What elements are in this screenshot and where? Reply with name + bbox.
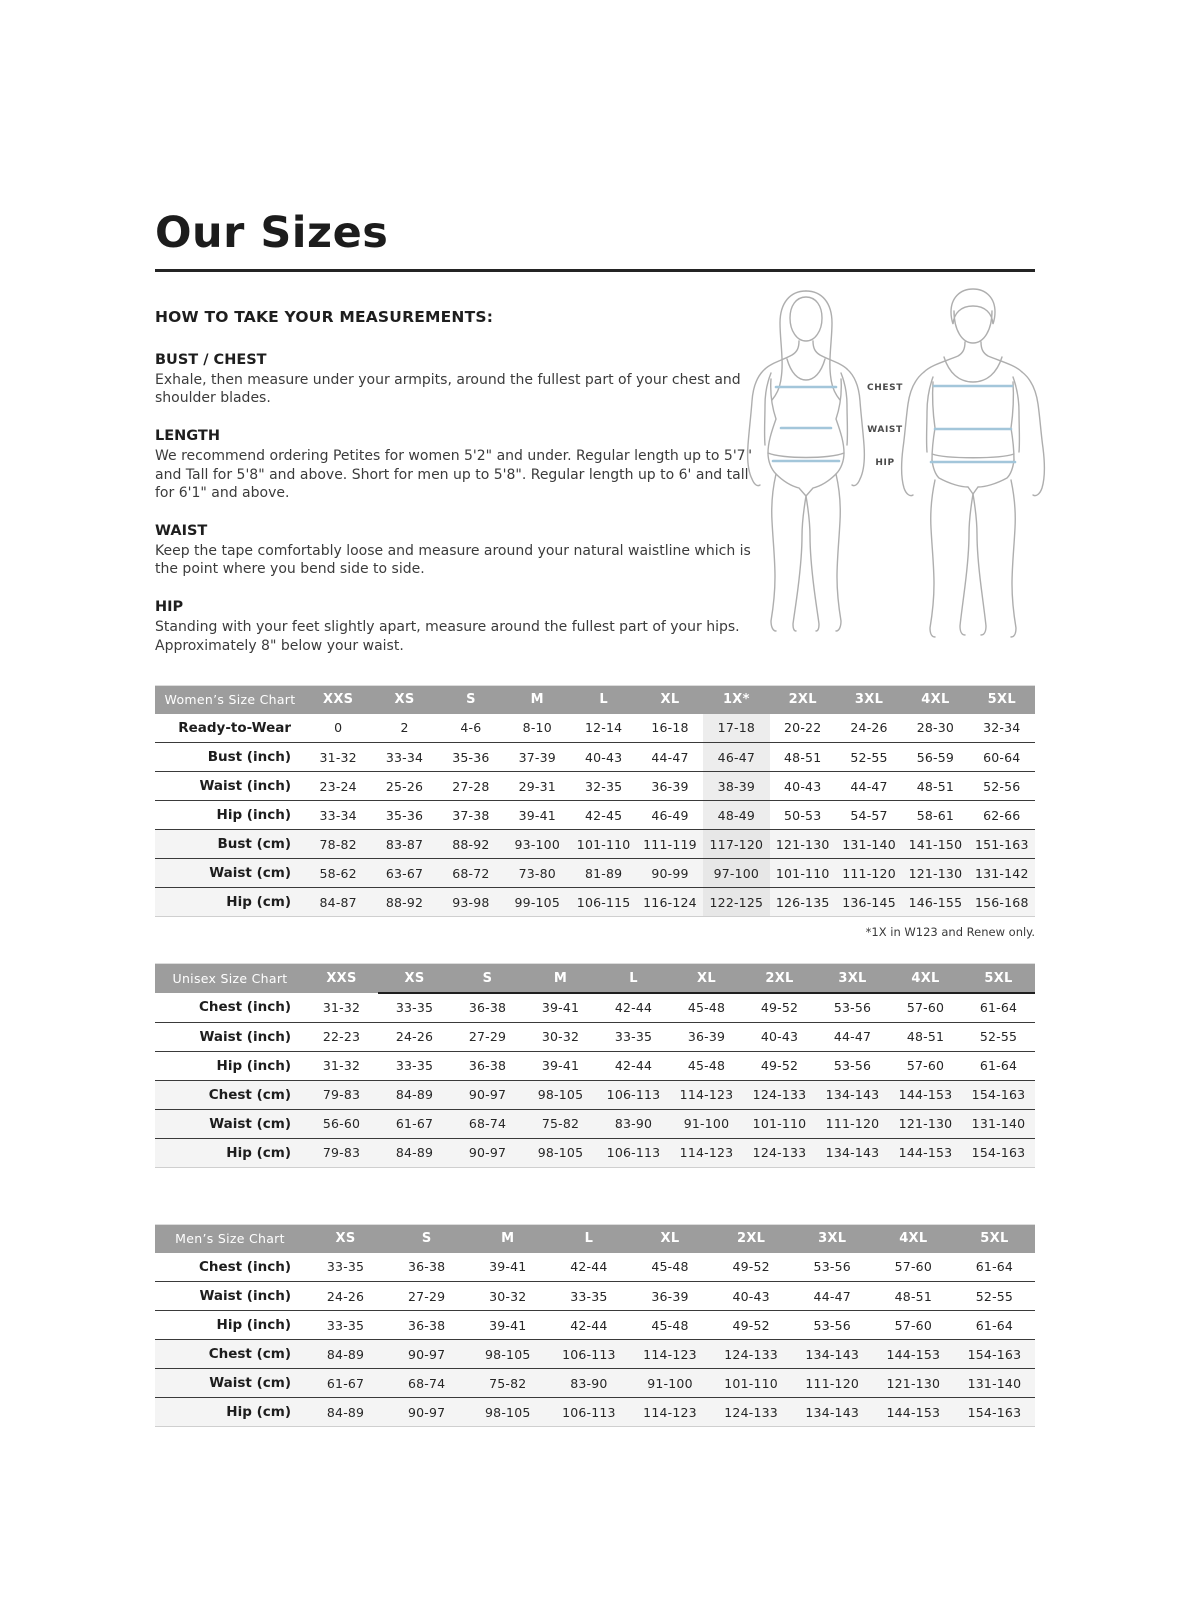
size-cell: 144-153 bbox=[873, 1398, 954, 1427]
size-cell: 23-24 bbox=[305, 772, 371, 801]
size-cell: 126-135 bbox=[770, 888, 836, 917]
column-header-m: M bbox=[530, 692, 544, 708]
size-cell: 144-153 bbox=[873, 1340, 954, 1369]
column-header-s: S bbox=[451, 964, 524, 994]
size-cell: 35-36 bbox=[371, 801, 437, 830]
measurement-figures bbox=[736, 283, 1058, 641]
column-header-xl: XL bbox=[660, 1231, 680, 1247]
size-cell: 25-26 bbox=[371, 772, 437, 801]
size-cell: 33-35 bbox=[378, 993, 451, 1022]
size-cell: 48-51 bbox=[873, 1282, 954, 1311]
size-cell: 27-29 bbox=[451, 1022, 524, 1051]
column-header-m: M bbox=[524, 964, 597, 994]
size-cell: 93-100 bbox=[504, 830, 570, 859]
size-cell: 101-110 bbox=[743, 1109, 816, 1138]
size-cell: 106-113 bbox=[548, 1340, 629, 1369]
measure-section-title: WAIST bbox=[155, 522, 208, 539]
size-cell: 36-38 bbox=[451, 1051, 524, 1080]
size-cell: 33-35 bbox=[597, 1022, 670, 1051]
size-cell: 124-133 bbox=[743, 1080, 816, 1109]
size-cell: 57-60 bbox=[873, 1311, 954, 1340]
measure-section-body: We recommend ordering Petites for women 5'2" and under. Regular length up to 5'7" and Tall for 5'8" and above. Short for men up to 5'8". Regular length up to 6' and tall for 6'1" and above. bbox=[155, 448, 753, 501]
size-cell: 58-62 bbox=[305, 859, 371, 888]
size-cell: 61-67 bbox=[378, 1109, 451, 1138]
column-header-3xl: 3XL bbox=[816, 964, 889, 994]
size-cell: 37-39 bbox=[504, 743, 570, 772]
size-cell: 156-168 bbox=[969, 888, 1035, 917]
size-cell: 49-52 bbox=[743, 1051, 816, 1080]
size-tables-section bbox=[155, 685, 1035, 1428]
column-header-s: S bbox=[466, 692, 476, 708]
size-cell: 124-133 bbox=[711, 1398, 792, 1427]
size-cell: 68-74 bbox=[386, 1369, 467, 1398]
size-cell: 111-120 bbox=[792, 1369, 873, 1398]
size-cell: 83-90 bbox=[597, 1109, 670, 1138]
size-cell: 33-34 bbox=[371, 743, 437, 772]
column-header-xs: XS bbox=[378, 964, 451, 994]
size-cell: 144-153 bbox=[889, 1080, 962, 1109]
column-header-1x: 1X* bbox=[722, 692, 750, 708]
size-cell: 33-35 bbox=[378, 1051, 451, 1080]
size-cell: 32-35 bbox=[570, 772, 636, 801]
row-label: Chest (inch) bbox=[155, 993, 305, 1022]
size-cell: 90-97 bbox=[451, 1138, 524, 1167]
measure-section-length bbox=[155, 428, 755, 502]
size-cell: 114-123 bbox=[629, 1398, 710, 1427]
column-header-2xl: 2XL bbox=[743, 964, 816, 994]
size-cell: 61-64 bbox=[954, 1311, 1035, 1340]
size-cell: 24-26 bbox=[305, 1282, 386, 1311]
page-title: Our Sizes bbox=[155, 208, 389, 258]
column-header-2xl: 2XL bbox=[736, 1231, 766, 1247]
row-label: Waist (cm) bbox=[155, 859, 305, 888]
size-cell: 48-51 bbox=[889, 1022, 962, 1051]
size-cell: 99-105 bbox=[504, 888, 570, 917]
size-cell: 24-26 bbox=[836, 714, 902, 743]
size-cell: 33-35 bbox=[305, 1253, 386, 1282]
size-cell: 124-133 bbox=[743, 1138, 816, 1167]
size-cell: 53-56 bbox=[792, 1311, 873, 1340]
size-cell: 39-41 bbox=[504, 801, 570, 830]
table-row bbox=[155, 714, 1035, 743]
column-header-2xl: 2XL bbox=[788, 692, 817, 708]
row-label: Waist (inch) bbox=[155, 772, 305, 801]
size-cell: 121-130 bbox=[770, 830, 836, 859]
size-cell: 40-43 bbox=[711, 1282, 792, 1311]
size-cell: 68-74 bbox=[451, 1109, 524, 1138]
size-cell: 48-49 bbox=[703, 801, 769, 830]
size-cell: 52-55 bbox=[954, 1282, 1035, 1311]
size-cell: 31-32 bbox=[305, 993, 378, 1022]
table-title: Unisex Size Chart bbox=[172, 971, 288, 987]
table-row bbox=[155, 1253, 1035, 1282]
size-cell: 106-113 bbox=[548, 1398, 629, 1427]
size-cell: 124-133 bbox=[711, 1340, 792, 1369]
row-label: Chest (cm) bbox=[155, 1340, 305, 1369]
table-row bbox=[155, 1080, 1035, 1109]
measure-section-title: BUST / CHEST bbox=[155, 352, 267, 368]
size-cell: 83-87 bbox=[371, 830, 437, 859]
size-cell: 106-115 bbox=[570, 888, 636, 917]
size-cell: 90-97 bbox=[386, 1340, 467, 1369]
row-label: Bust (inch) bbox=[155, 743, 305, 772]
size-cell: 84-89 bbox=[378, 1080, 451, 1109]
row-label: Waist (inch) bbox=[155, 1282, 305, 1311]
size-cell: 79-83 bbox=[305, 1138, 378, 1167]
measure-section-bust-chest bbox=[155, 352, 755, 407]
table-row bbox=[155, 1311, 1035, 1340]
table-row bbox=[155, 830, 1035, 859]
size-cell: 98-105 bbox=[467, 1340, 548, 1369]
size-cell: 91-100 bbox=[670, 1109, 743, 1138]
size-cell: 61-64 bbox=[962, 1051, 1035, 1080]
size-cell: 53-56 bbox=[792, 1253, 873, 1282]
size-cell: 39-41 bbox=[524, 993, 597, 1022]
table-row bbox=[155, 1282, 1035, 1311]
men-size-chart-block bbox=[155, 1224, 1035, 1428]
size-cell: 141-150 bbox=[902, 830, 968, 859]
size-cell: 146-155 bbox=[902, 888, 968, 917]
size-cell: 57-60 bbox=[873, 1253, 954, 1282]
size-cell: 98-105 bbox=[467, 1398, 548, 1427]
column-header-3xl: 3XL bbox=[818, 1231, 847, 1247]
women-table-footnote: *1X in W123 and Renew only. bbox=[865, 925, 1035, 940]
unisex-size-table bbox=[155, 963, 1035, 1168]
column-header-4xl: 4XL bbox=[889, 964, 962, 994]
row-label: Chest (inch) bbox=[155, 1253, 305, 1282]
size-cell: 36-39 bbox=[629, 1282, 710, 1311]
size-cell: 45-48 bbox=[670, 993, 743, 1022]
size-cell: 2 bbox=[371, 714, 437, 743]
size-cell: 60-64 bbox=[969, 743, 1035, 772]
column-header-s: S bbox=[421, 1231, 432, 1247]
size-cell: 131-140 bbox=[962, 1109, 1035, 1138]
size-cell: 36-38 bbox=[451, 993, 524, 1022]
size-cell: 0 bbox=[305, 714, 371, 743]
size-cell: 30-32 bbox=[467, 1282, 548, 1311]
size-cell: 40-43 bbox=[570, 743, 636, 772]
size-cell: 45-48 bbox=[629, 1311, 710, 1340]
size-cell: 22-23 bbox=[305, 1022, 378, 1051]
row-label: Waist (inch) bbox=[155, 1022, 305, 1051]
row-label: Chest (cm) bbox=[155, 1080, 305, 1109]
column-header-m: M bbox=[501, 1231, 515, 1247]
size-cell: 151-163 bbox=[969, 830, 1035, 859]
women-size-table bbox=[155, 685, 1035, 918]
table-header-row bbox=[155, 964, 1035, 994]
table-row bbox=[155, 801, 1035, 830]
man-measurement-lines bbox=[931, 386, 1015, 462]
size-cell: 111-119 bbox=[637, 830, 703, 859]
size-cell: 31-32 bbox=[305, 1051, 378, 1080]
size-cell: 42-44 bbox=[597, 993, 670, 1022]
size-cell: 61-64 bbox=[954, 1253, 1035, 1282]
measure-section-title: HIP bbox=[155, 599, 184, 616]
size-cell: 29-31 bbox=[504, 772, 570, 801]
size-cell: 61-67 bbox=[305, 1369, 386, 1398]
size-cell: 45-48 bbox=[670, 1051, 743, 1080]
size-cell: 46-47 bbox=[703, 743, 769, 772]
column-header-xs: XS bbox=[335, 1231, 356, 1247]
size-cell: 84-89 bbox=[305, 1340, 386, 1369]
size-cell: 117-120 bbox=[703, 830, 769, 859]
size-cell: 111-120 bbox=[836, 859, 902, 888]
size-cell: 154-163 bbox=[954, 1398, 1035, 1427]
size-cell: 111-120 bbox=[816, 1109, 889, 1138]
column-header-xl: XL bbox=[670, 964, 743, 994]
column-header-5xl: 5XL bbox=[962, 964, 1035, 994]
size-cell: 114-123 bbox=[670, 1138, 743, 1167]
size-cell: 54-57 bbox=[836, 801, 902, 830]
size-cell: 154-163 bbox=[962, 1080, 1035, 1109]
size-cell: 116-124 bbox=[637, 888, 703, 917]
size-cell: 101-110 bbox=[770, 859, 836, 888]
size-cell: 88-92 bbox=[438, 830, 504, 859]
size-cell: 32-34 bbox=[969, 714, 1035, 743]
size-cell: 56-59 bbox=[902, 743, 968, 772]
size-cell: 46-49 bbox=[637, 801, 703, 830]
size-cell: 49-52 bbox=[711, 1311, 792, 1340]
size-cell: 114-123 bbox=[629, 1340, 710, 1369]
woman-measurement-lines bbox=[773, 387, 839, 461]
column-header-5xl: 5XL bbox=[987, 692, 1016, 708]
row-label: Hip (cm) bbox=[155, 888, 305, 917]
size-cell: 28-30 bbox=[902, 714, 968, 743]
size-cell: 4-6 bbox=[438, 714, 504, 743]
men-size-table bbox=[155, 1224, 1035, 1428]
size-cell: 20-22 bbox=[770, 714, 836, 743]
size-cell: 61-64 bbox=[962, 993, 1035, 1022]
measure-section-waist bbox=[155, 523, 755, 578]
size-cell: 33-35 bbox=[548, 1282, 629, 1311]
size-cell: 57-60 bbox=[889, 1051, 962, 1080]
size-cell: 101-110 bbox=[711, 1369, 792, 1398]
size-cell: 36-39 bbox=[670, 1022, 743, 1051]
size-cell: 90-97 bbox=[451, 1080, 524, 1109]
size-cell: 35-36 bbox=[438, 743, 504, 772]
table-row bbox=[155, 743, 1035, 772]
size-cell: 42-44 bbox=[548, 1253, 629, 1282]
size-cell: 37-38 bbox=[438, 801, 504, 830]
size-cell: 39-41 bbox=[467, 1311, 548, 1340]
size-cell: 122-125 bbox=[703, 888, 769, 917]
size-cell: 39-41 bbox=[524, 1051, 597, 1080]
size-cell: 88-92 bbox=[371, 888, 437, 917]
row-label: Hip (inch) bbox=[155, 1311, 305, 1340]
women-size-chart-block bbox=[155, 685, 1035, 940]
size-cell: 36-38 bbox=[386, 1311, 467, 1340]
size-cell: 42-45 bbox=[570, 801, 636, 830]
size-cell: 68-72 bbox=[438, 859, 504, 888]
table-row bbox=[155, 859, 1035, 888]
size-cell: 44-47 bbox=[816, 1022, 889, 1051]
table-header-row bbox=[155, 1224, 1035, 1253]
column-header-4xl: 4XL bbox=[899, 1231, 928, 1247]
size-cell: 63-67 bbox=[371, 859, 437, 888]
measure-section-title: LENGTH bbox=[155, 428, 220, 445]
size-cell: 49-52 bbox=[711, 1253, 792, 1282]
size-cell: 53-56 bbox=[816, 993, 889, 1022]
size-cell: 27-29 bbox=[386, 1282, 467, 1311]
table-row bbox=[155, 1398, 1035, 1427]
size-cell: 33-35 bbox=[305, 1311, 386, 1340]
size-cell: 44-47 bbox=[792, 1282, 873, 1311]
unisex-size-chart-block bbox=[155, 963, 1035, 1168]
size-cell: 53-56 bbox=[816, 1051, 889, 1080]
table-row bbox=[155, 888, 1035, 917]
table-row bbox=[155, 1051, 1035, 1080]
size-cell: 93-98 bbox=[438, 888, 504, 917]
woman-figure-icon bbox=[748, 291, 865, 631]
size-cell: 154-163 bbox=[962, 1138, 1035, 1167]
size-cell: 106-113 bbox=[597, 1080, 670, 1109]
size-cell: 36-39 bbox=[637, 772, 703, 801]
column-header-3xl: 3XL bbox=[854, 692, 884, 708]
size-cell: 114-123 bbox=[670, 1080, 743, 1109]
size-cell: 98-105 bbox=[524, 1080, 597, 1109]
size-cell: 79-83 bbox=[305, 1080, 378, 1109]
size-cell: 134-143 bbox=[792, 1398, 873, 1427]
table-row bbox=[155, 1340, 1035, 1369]
row-label: Waist (cm) bbox=[155, 1369, 305, 1398]
size-cell: 36-38 bbox=[386, 1253, 467, 1282]
size-cell: 52-55 bbox=[836, 743, 902, 772]
size-cell: 8-10 bbox=[504, 714, 570, 743]
size-cell: 50-53 bbox=[770, 801, 836, 830]
size-cell: 16-18 bbox=[637, 714, 703, 743]
column-header-4xl: 4XL bbox=[921, 692, 950, 708]
size-cell: 97-100 bbox=[703, 859, 769, 888]
size-cell: 91-100 bbox=[629, 1369, 710, 1398]
table-header-row bbox=[155, 685, 1035, 714]
table-row bbox=[155, 772, 1035, 801]
title-divider bbox=[155, 269, 1035, 272]
table-row bbox=[155, 1022, 1035, 1051]
row-label: Ready-to-Wear bbox=[155, 714, 305, 743]
table-row bbox=[155, 1109, 1035, 1138]
row-label: Hip (inch) bbox=[155, 1051, 305, 1080]
size-cell: 121-130 bbox=[873, 1369, 954, 1398]
man-figure-icon bbox=[902, 289, 1045, 637]
size-cell: 57-60 bbox=[889, 993, 962, 1022]
size-cell: 39-41 bbox=[467, 1253, 548, 1282]
size-cell: 40-43 bbox=[743, 1022, 816, 1051]
measure-section-body: Keep the tape comfortably loose and measure around your natural waistline which is the point where you bend side to side. bbox=[155, 542, 751, 578]
size-cell: 52-56 bbox=[969, 772, 1035, 801]
size-cell: 98-105 bbox=[524, 1138, 597, 1167]
table-title: Women’s Size Chart bbox=[164, 692, 296, 708]
chest-label: CHEST bbox=[867, 383, 903, 393]
size-cell: 52-55 bbox=[962, 1022, 1035, 1051]
size-cell: 83-90 bbox=[548, 1369, 629, 1398]
size-cell: 84-89 bbox=[305, 1398, 386, 1427]
hip-label: HIP bbox=[875, 458, 895, 468]
measure-section-body: Exhale, then measure under your armpits, around the fullest part of your chest and shoulder blades. bbox=[155, 372, 741, 407]
size-cell: 84-87 bbox=[305, 888, 371, 917]
size-cell: 75-82 bbox=[524, 1109, 597, 1138]
size-cell: 40-43 bbox=[770, 772, 836, 801]
row-label: Bust (cm) bbox=[155, 830, 305, 859]
size-cell: 121-130 bbox=[902, 859, 968, 888]
size-cell: 84-89 bbox=[378, 1138, 451, 1167]
size-cell: 121-130 bbox=[889, 1109, 962, 1138]
size-cell: 101-110 bbox=[570, 830, 636, 859]
size-cell: 24-26 bbox=[378, 1022, 451, 1051]
measurement-instructions bbox=[155, 308, 755, 655]
howto-heading: HOW TO TAKE YOUR MEASUREMENTS: bbox=[155, 308, 494, 326]
size-cell: 134-143 bbox=[816, 1080, 889, 1109]
table-title: Men’s Size Chart bbox=[175, 1231, 285, 1247]
size-cell: 78-82 bbox=[305, 830, 371, 859]
row-label: Hip (inch) bbox=[155, 801, 305, 830]
table-row bbox=[155, 993, 1035, 1022]
table-row bbox=[155, 1369, 1035, 1398]
measure-section-hip bbox=[155, 599, 755, 654]
column-header-xxs: XXS bbox=[323, 692, 354, 708]
size-cell: 42-44 bbox=[597, 1051, 670, 1080]
size-cell: 31-32 bbox=[305, 743, 371, 772]
size-cell: 17-18 bbox=[703, 714, 769, 743]
waist-label: WAIST bbox=[867, 425, 903, 435]
size-cell: 27-28 bbox=[438, 772, 504, 801]
size-cell: 12-14 bbox=[570, 714, 636, 743]
column-header-l: L bbox=[599, 692, 608, 708]
size-cell: 48-51 bbox=[770, 743, 836, 772]
size-cell: 134-143 bbox=[816, 1138, 889, 1167]
measure-section-body: Standing with your feet slightly apart, measure around the fullest part of your hips. Approximately 8" below your waist. bbox=[155, 619, 740, 654]
column-header-l: L bbox=[597, 964, 670, 994]
size-cell: 131-140 bbox=[954, 1369, 1035, 1398]
size-cell: 38-39 bbox=[703, 772, 769, 801]
size-cell: 44-47 bbox=[637, 743, 703, 772]
column-header-xxs: XXS bbox=[326, 971, 357, 987]
size-cell: 62-66 bbox=[969, 801, 1035, 830]
size-cell: 154-163 bbox=[954, 1340, 1035, 1369]
size-cell: 42-44 bbox=[548, 1311, 629, 1340]
size-cell: 106-113 bbox=[597, 1138, 670, 1167]
row-label: Hip (cm) bbox=[155, 1398, 305, 1427]
size-cell: 90-99 bbox=[637, 859, 703, 888]
size-cell: 131-142 bbox=[969, 859, 1035, 888]
table-row bbox=[155, 1138, 1035, 1167]
size-cell: 30-32 bbox=[524, 1022, 597, 1051]
size-cell: 44-47 bbox=[836, 772, 902, 801]
size-cell: 73-80 bbox=[504, 859, 570, 888]
size-cell: 58-61 bbox=[902, 801, 968, 830]
size-cell: 33-34 bbox=[305, 801, 371, 830]
size-cell: 136-145 bbox=[836, 888, 902, 917]
size-cell: 90-97 bbox=[386, 1398, 467, 1427]
row-label: Hip (cm) bbox=[155, 1138, 305, 1167]
size-cell: 81-89 bbox=[570, 859, 636, 888]
size-cell: 45-48 bbox=[629, 1253, 710, 1282]
size-cell: 134-143 bbox=[792, 1340, 873, 1369]
size-cell: 144-153 bbox=[889, 1138, 962, 1167]
size-cell: 75-82 bbox=[467, 1369, 548, 1398]
column-header-xl: XL bbox=[660, 692, 680, 708]
row-label: Waist (cm) bbox=[155, 1109, 305, 1138]
column-header-l: L bbox=[584, 1231, 594, 1247]
size-cell: 131-140 bbox=[836, 830, 902, 859]
size-cell: 49-52 bbox=[743, 993, 816, 1022]
size-cell: 48-51 bbox=[902, 772, 968, 801]
column-header-xs: XS bbox=[394, 692, 415, 708]
size-cell: 56-60 bbox=[305, 1109, 378, 1138]
column-header-5xl: 5XL bbox=[980, 1231, 1009, 1247]
